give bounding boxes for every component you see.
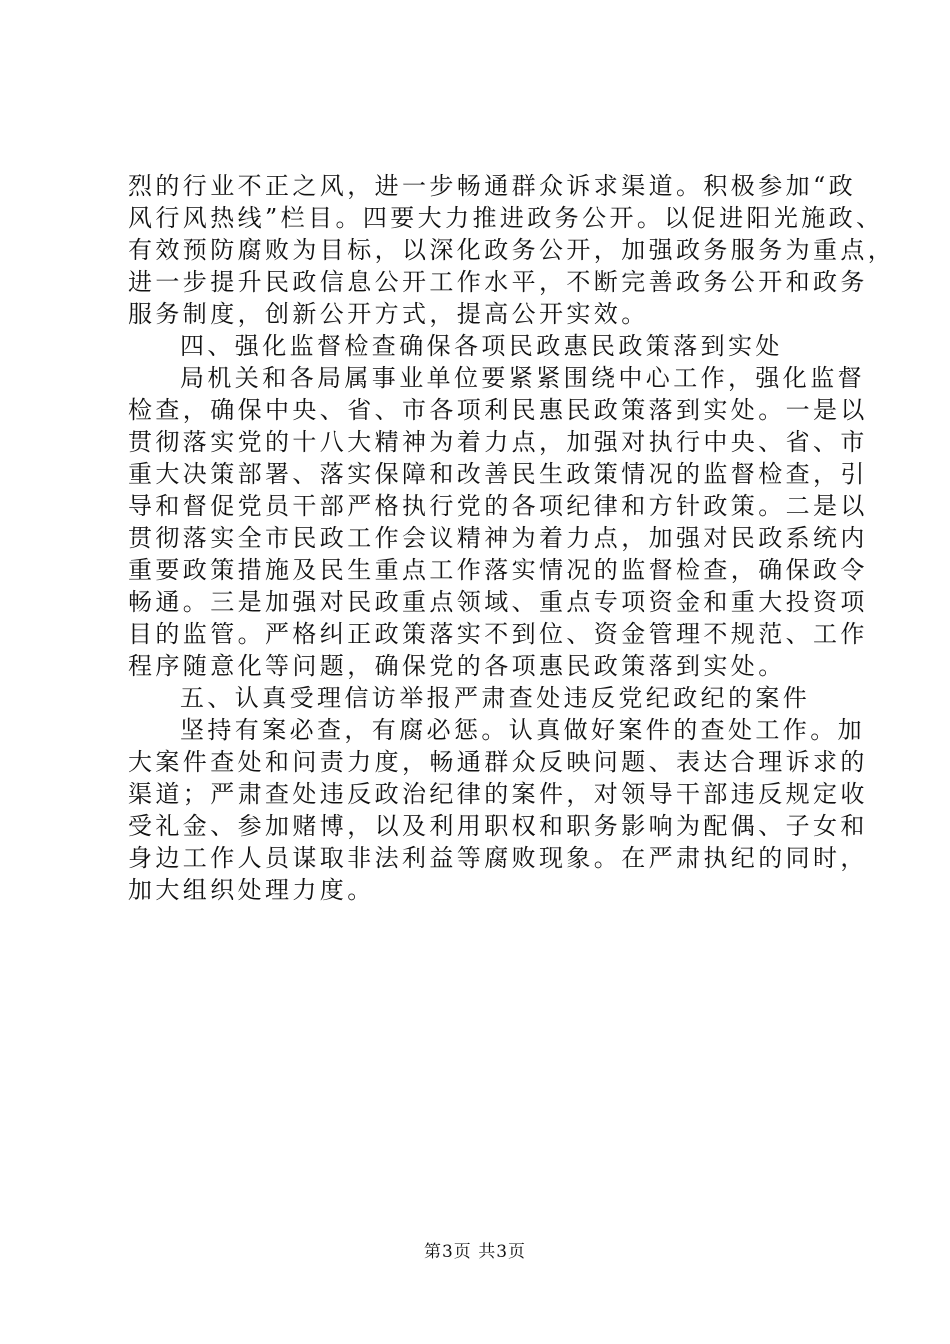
paragraph-line: 畅通。三是加强对民政重点领域、重点专项资金和重大投资项 bbox=[128, 588, 868, 616]
paragraph-line: 有效预防腐败为目标，以深化政务公开，加强政务服务为重点， bbox=[128, 236, 896, 264]
paragraph-line: 贯彻落实全市民政工作会议精神为着力点，加强对民政系统内 bbox=[128, 524, 868, 552]
paragraph-line: 重要政策措施及民生重点工作落实情况的监督检查，确保政令 bbox=[128, 556, 868, 584]
paragraph-line: 大案件查处和问责力度，畅通群众反映问题、表达合理诉求的 bbox=[128, 748, 868, 776]
page-footer bbox=[0, 1240, 950, 1264]
paragraph-line: 检查，确保中央、省、市各项利民惠民政策落到实处。一是以 bbox=[128, 396, 868, 424]
paragraph-line: 程序随意化等问题，确保党的各项惠民政策落到实处。 bbox=[128, 652, 786, 680]
paragraph-line: 服务制度，创新公开方式，提高公开实效。 bbox=[128, 300, 649, 328]
page-number-label: 第3页 共3页 bbox=[423, 1242, 527, 1262]
section-heading-4: 四、强化监督检查确保各项民政惠民政策落到实处 bbox=[180, 332, 783, 360]
paragraph-line: 目的监管。严格纠正政策落实不到位、资金管理不规范、工作 bbox=[128, 620, 868, 648]
paragraph-line: 坚持有案必查，有腐必惩。认真做好案件的查处工作。加 bbox=[180, 716, 865, 744]
section-heading-5: 五、认真受理信访举报严肃查处违反党纪政纪的案件 bbox=[180, 684, 811, 712]
paragraph-line: 风行风热线”栏目。四要大力推进政务公开。以促进阳光施政、 bbox=[128, 204, 884, 232]
paragraph-line: 渠道；严肃查处违反政治纪律的案件，对领导干部违反规定收 bbox=[128, 780, 868, 808]
paragraph-line: 重大决策部署、落实保障和改善民生政策情况的监督检查，引 bbox=[128, 460, 868, 488]
paragraph-line: 受礼金、参加赌博，以及利用职权和职务影响为配偶、子女和 bbox=[128, 812, 868, 840]
paragraph-line: 局机关和各局属事业单位要紧紧围绕中心工作，强化监督 bbox=[180, 364, 865, 392]
paragraph-line: 贯彻落实党的十八大精神为着力点，加强对执行中央、省、市 bbox=[128, 428, 868, 456]
document-body bbox=[128, 170, 896, 906]
paragraph-line: 导和督促党员干部严格执行党的各项纪律和方针政策。二是以 bbox=[128, 492, 868, 520]
paragraph-line: 进一步提升民政信息公开工作水平，不断完善政务公开和政务 bbox=[128, 268, 868, 296]
paragraph-line: 加大组织处理力度。 bbox=[128, 876, 375, 904]
paragraph-line: 身边工作人员谋取非法利益等腐败现象。在严肃执纪的同时， bbox=[128, 844, 868, 872]
paragraph-line: 烈的行业不正之风，进一步畅通群众诉求渠道。积极参加“政 bbox=[128, 172, 857, 200]
